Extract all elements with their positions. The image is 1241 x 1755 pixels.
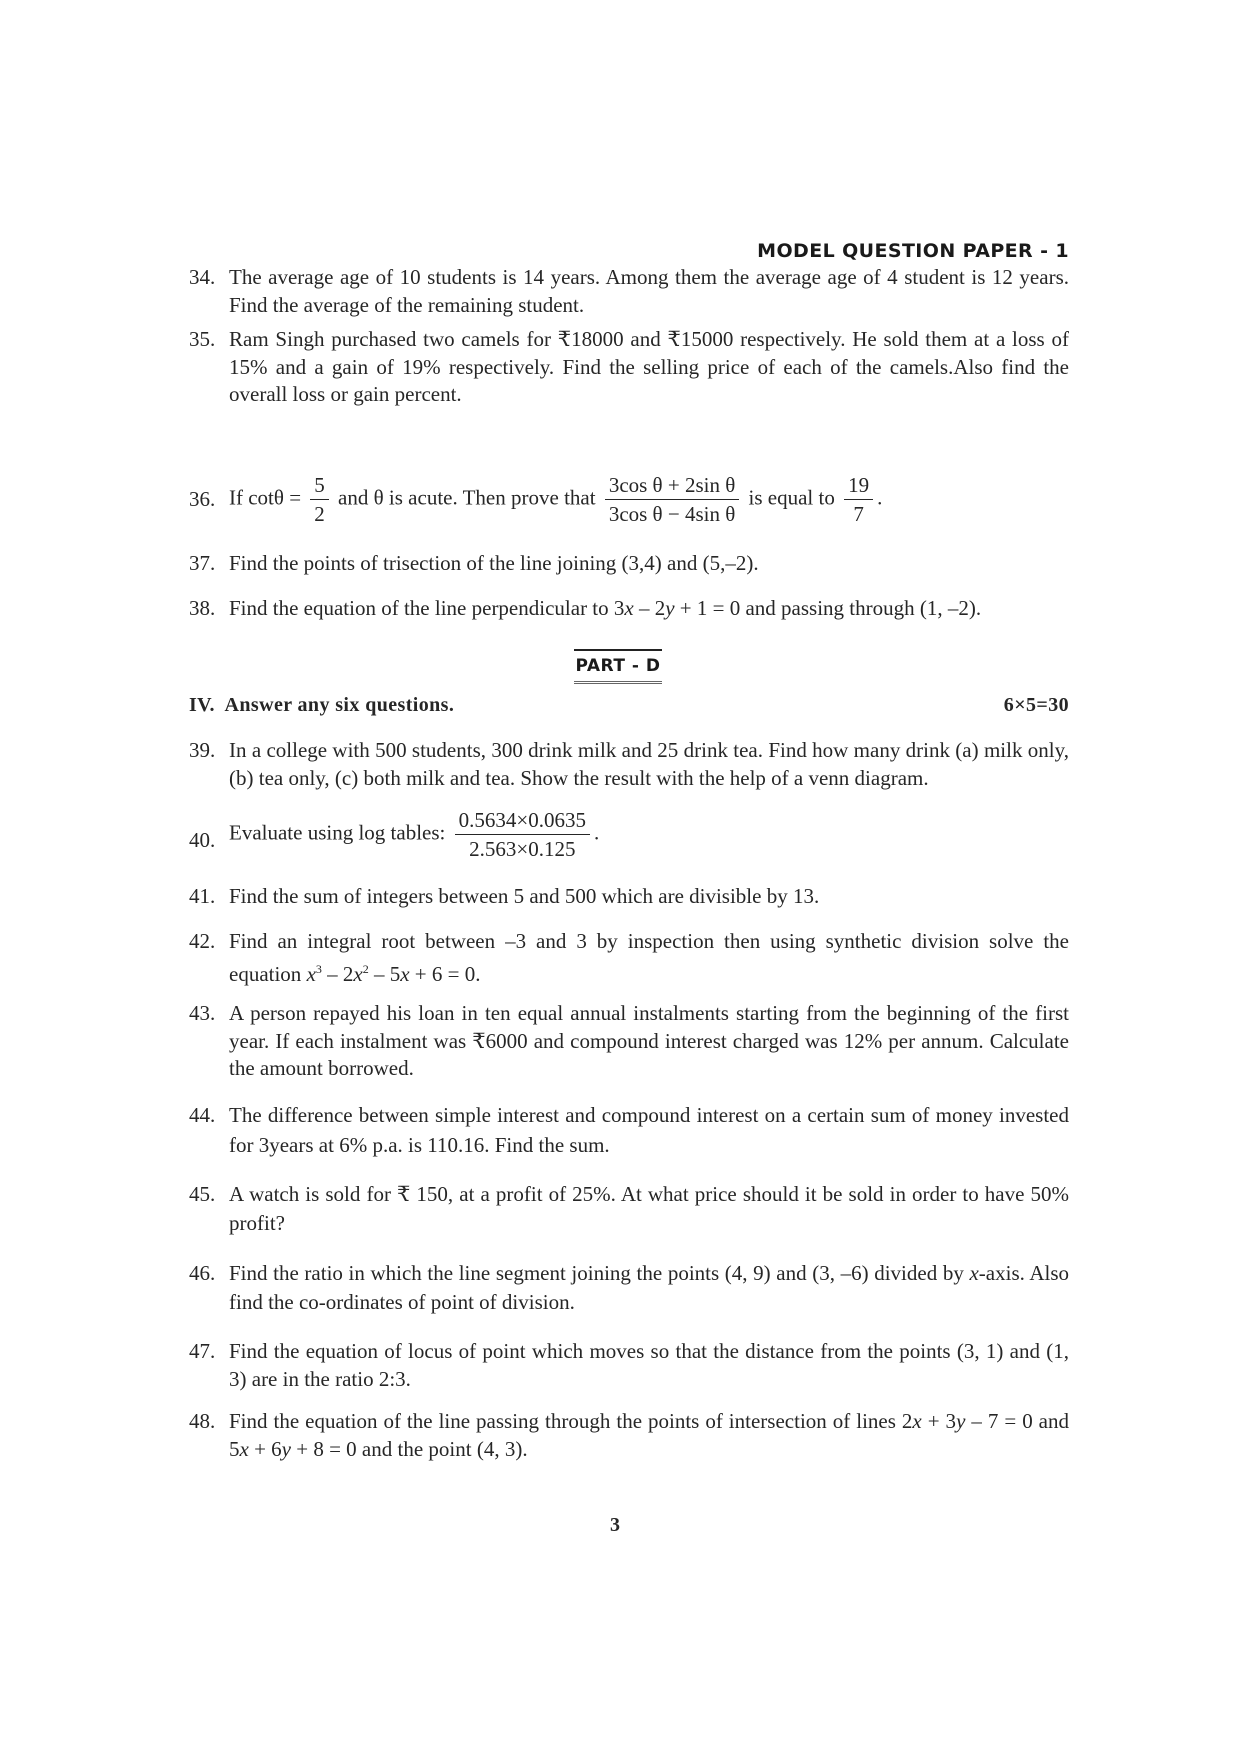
question-text: The difference between simple interest and compound interest on a certain sum of money invested for 3years at 6% p.a. is 110.16. Find the sum. — [229, 1103, 1069, 1157]
question-number: 47. — [189, 1339, 216, 1363]
question-text: Evaluate using log tables: — [229, 820, 446, 845]
question-text: Find the ratio in which the line segment joining the points (4, 9) and (3, –6) divided by x-axis. Also find the co-ordinates of point of division. — [229, 1261, 1070, 1314]
question-text: If cotθ = — [229, 485, 302, 510]
question-number: 48. — [189, 1409, 216, 1433]
fraction-19-over-7: $\frac{19}{7}$ — [844, 471, 873, 528]
question-number: 43. — [189, 1001, 216, 1025]
question-47 — [189, 1338, 1069, 1393]
question-number: 38. — [189, 596, 216, 620]
fraction-5-over-2: $\frac{5}{2}$ — [310, 471, 329, 528]
question-37 — [189, 550, 1069, 578]
question-number: 39. — [189, 738, 216, 762]
question-text: Find the equation of the line perpendicular to 3x – 2y + 1 = 0 and passing through (1, –2). — [229, 596, 982, 620]
question-41 — [189, 883, 1069, 911]
question-number: 36. — [189, 487, 216, 511]
question-number: 40. — [189, 828, 216, 852]
section-heading — [189, 694, 1069, 717]
section-marks: 6×5=30 — [1003, 694, 1069, 716]
question-46 — [189, 1259, 1069, 1317]
question-42 — [189, 928, 1069, 988]
question-number: 42. — [189, 929, 216, 953]
question-text: Find the equation of locus of point which moves so that the distance from the points (3, 1) and (1, 3) are in the ratio 2:3. — [229, 1339, 1069, 1391]
question-number: 35. — [189, 327, 216, 351]
paper-title: MODEL QUESTION PAPER - 1 — [757, 240, 1069, 262]
question-text: Find the sum of integers between 5 and 500 which are divisible by 13. — [229, 884, 820, 908]
question-number: 44. — [189, 1103, 216, 1127]
question-number: 41. — [189, 884, 216, 908]
question-44 — [189, 1100, 1069, 1160]
question-text: Find the points of trisection of the line joining (3,4) and (5,–2). — [229, 551, 759, 575]
question-number: 45. — [189, 1182, 216, 1206]
question-text: In a college with 500 students, 300 drink milk and 25 drink tea. Find how many drink (a) milk only, (b) tea only, (c) both milk and tea. Show the result with the help of a venn diagram. — [229, 738, 1069, 790]
question-38 — [189, 595, 1069, 623]
fraction-log-expression: $\frac{0.5634\times 0.0635}{2.563\times 0.125}$ — [455, 806, 590, 863]
question-text: Find the equation of the line passing through the points of intersection of lines 2x + 3y – 7 = 0 and 5x + 6y + 8 = 0 and the point (4, 3). — [229, 1409, 1069, 1461]
section-label: IV. Answer any six questions. — [189, 694, 455, 716]
question-number: 37. — [189, 551, 216, 575]
question-text: A person repayed his loan in ten equal annual instalments starting from the beginning of the first year. If each instalment was ₹6000 and compound interest charged was 12% per annum. Calculate the amount borrowed. — [229, 1001, 1069, 1080]
question-text: and θ is acute. Then prove that — [338, 485, 596, 510]
question-43 — [189, 1000, 1069, 1083]
question-number: 46. — [189, 1261, 216, 1285]
question-text: A watch is sold for ₹ 150, at a profit of 25%. At what price should it be sold in order to have 50% profit? — [229, 1182, 1069, 1235]
fraction-trig-expression: $\frac{\text{3cos θ + 2sin θ}}{\text{3cos θ − 4sin θ}}$ — [605, 471, 739, 528]
question-number: 34. — [189, 265, 216, 289]
question-text: Ram Singh purchased two camels for ₹18000 and ₹15000 respectively. He sold them at a loss of 15% and a gain of 19% respectively. Find the selling price of each of the camels.Also find the overall loss or gain percent. — [229, 327, 1069, 406]
part-heading: PART - D — [574, 649, 662, 684]
question-39 — [189, 737, 1069, 792]
question-48 — [189, 1408, 1069, 1463]
question-text: Find an integral root between –3 and 3 by inspection then using synthetic division solve the equation $x^3 - 2x^2 - 5x + 6 = 0$. — [229, 929, 1069, 986]
question-34 — [189, 264, 1069, 319]
question-text: is equal to — [748, 485, 835, 510]
question-35 — [189, 326, 1069, 409]
question-text: The average age of 10 students is 14 years. Among them the average age of 4 student is 12 years. Find the average of the remaining student. — [229, 265, 1069, 317]
page-number: 3 — [610, 1514, 620, 1536]
question-45 — [189, 1180, 1069, 1238]
